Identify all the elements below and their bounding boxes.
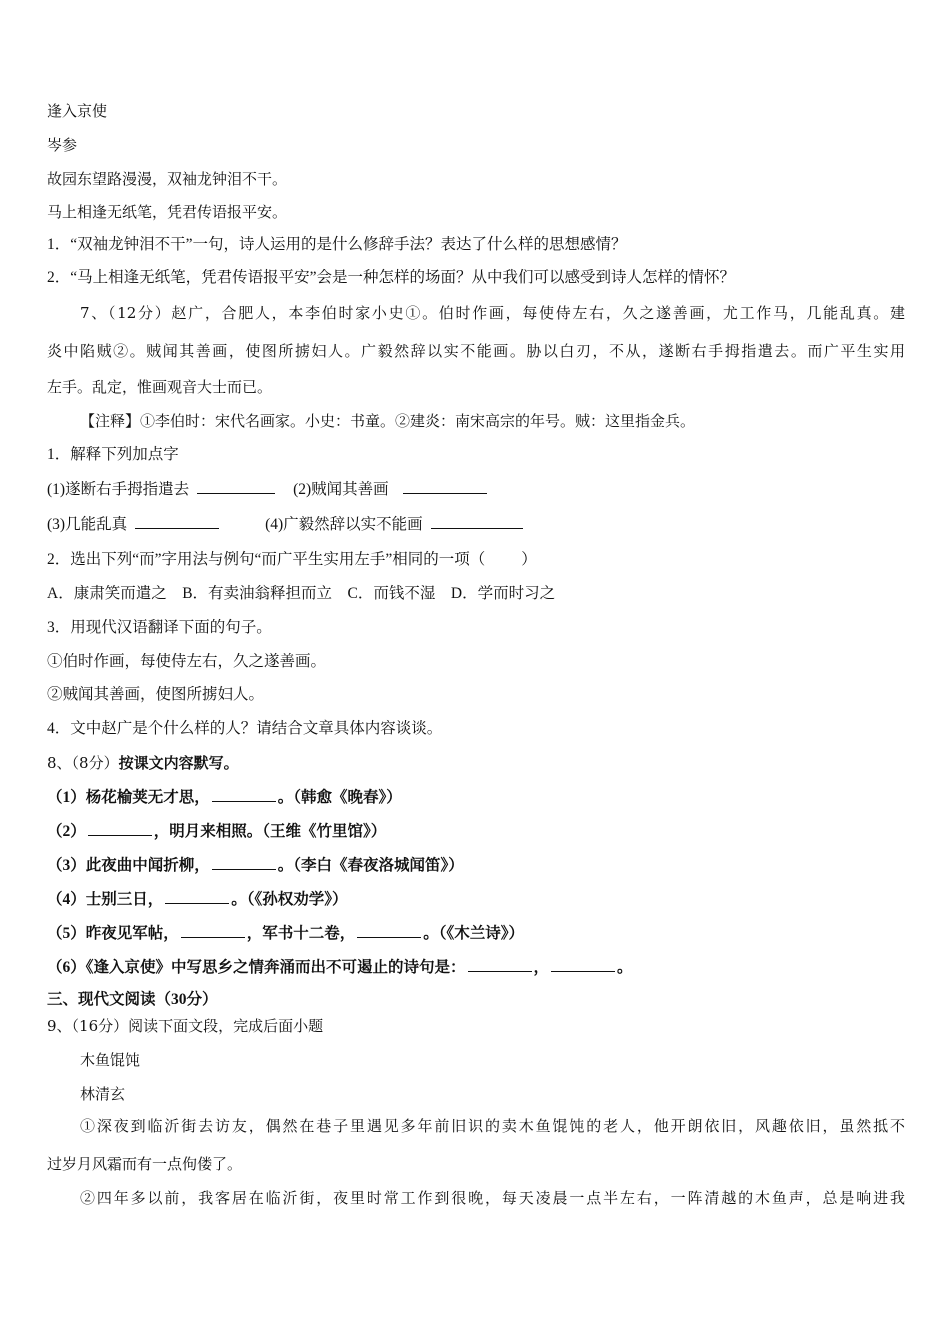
article-author: 林清玄 xyxy=(80,1085,126,1103)
article-p1-line-2: 过岁月风霜而有一点佝偻了。 xyxy=(47,1155,243,1173)
q8-line-6 xyxy=(47,957,633,978)
q8-l2-end: ，明月来相照。（王维《竹里馆》） xyxy=(153,823,387,840)
q7-sub4: 4．文中赵广是个什么样的人？请结合文章具体内容谈谈。 xyxy=(47,720,443,737)
answer-blank[interactable] xyxy=(165,889,229,904)
answer-blank[interactable] xyxy=(88,821,152,836)
answer-blank[interactable] xyxy=(135,514,219,529)
q8-l6-end: 。 xyxy=(617,959,633,976)
q8-number: 8、（8分） xyxy=(47,754,119,772)
q7-passage-line-3: 左手。乱定，惟画观音大士而已。 xyxy=(47,378,273,396)
q8-l1-start: （1）杨花榆荚无才思， xyxy=(47,789,210,806)
answer-blank[interactable] xyxy=(431,514,523,529)
answer-blank[interactable] xyxy=(403,479,487,494)
q8-l2-start: （2） xyxy=(47,823,86,840)
q8-heading xyxy=(47,753,239,773)
q8-l3-start: （3）此夜曲中闻折柳， xyxy=(47,857,210,874)
answer-blank[interactable] xyxy=(212,787,276,802)
q7-item-4: (4)广毅然辞以实不能画 xyxy=(265,516,423,533)
q7-item-2: (2)贼闻其善画 xyxy=(293,481,389,498)
q7-note: 【注释】①李伯时：宋代名画家。小史：书童。②建炎：南宋高宗的年号。贼：这里指金兵。 xyxy=(80,412,696,430)
poem-title: 逢入京使 xyxy=(47,102,108,120)
q8-l4-end: 。（《孙权劝学》） xyxy=(231,891,348,908)
q8-line-1 xyxy=(47,787,402,808)
q7-passage-line-2: 炎中陷贼②。贼闻其善画，使图所掳妇人。广毅然辞以实不能画。胁以白刃，不从，遂断右手拇指遣去。而广平生实用 xyxy=(47,342,905,360)
q8-l1-end: 。（韩愈《晚春》） xyxy=(277,789,402,806)
q7-passage-line-1: 7、（12分）赵广，合肥人，本李伯时家小史①。伯时作画，每使侍左右，久之遂善画，尤工作马，几能乱真。建 xyxy=(80,304,905,322)
q8-l5-mid: ，军书十二卷， xyxy=(246,925,356,942)
q8-l6-mid: ， xyxy=(533,959,550,976)
q8-line-4 xyxy=(47,889,348,910)
answer-blank[interactable] xyxy=(357,923,421,938)
article-p2-line-1: ②四年多以前，我客居在临沂街，夜里时常工作到很晚，每天凌晨一点半左右，一阵清越的木鱼声，总是响进我 xyxy=(80,1189,905,1207)
q7-sub2 xyxy=(47,550,537,570)
answer-blank[interactable] xyxy=(468,957,532,972)
article-p1-line-1: ①深夜到临沂街去访友，偶然在巷子里遇见多年前旧识的卖木鱼馄饨的老人，他开朗依旧，风趣依旧，虽然抵不 xyxy=(80,1117,905,1135)
q8-line-3 xyxy=(47,855,464,876)
section-3-heading: 三、现代文阅读（30分） xyxy=(47,991,218,1008)
q7-sentence-1: ①伯时作画，每使侍左右，久之遂善画。 xyxy=(47,653,327,670)
q8-l3-end: 。（李白《春夜洛城闻笛》） xyxy=(277,857,464,874)
answer-blank[interactable] xyxy=(197,479,275,494)
q8-l5-end: 。（《木兰诗》） xyxy=(423,925,525,942)
q7-sub3: 3．用现代汉语翻译下面的句子。 xyxy=(47,619,272,636)
q7-sentence-2: ②贼闻其善画，使图所掳妇人。 xyxy=(47,686,265,703)
q8-l6-start: （6）《逢入京使》中写思乡之情奔涌而出不可遏止的诗句是： xyxy=(47,959,466,976)
poem-question-2: 2．“马上相逢无纸笔，凭君传语报平安”会是一种怎样的场面？从中我们可以感受到诗人怎样的情怀？ xyxy=(47,269,736,286)
q7-sub2-text: 2．选出下列“而”字用法与例句“而广平生实用左手”相同的一项（ xyxy=(47,551,486,568)
q7-item-3: (3)几能乱真 xyxy=(47,516,128,533)
q8-line-5 xyxy=(47,923,524,944)
q7-items-row-2 xyxy=(47,514,527,535)
poem-author: 岑参 xyxy=(47,136,78,154)
article-title: 木鱼馄饨 xyxy=(80,1051,141,1069)
q7-sub2-paren: ） xyxy=(521,551,537,568)
answer-blank[interactable] xyxy=(181,923,245,938)
poem-line-1: 故园东望路漫漫，双袖龙钟泪不干。 xyxy=(47,170,288,188)
q8-line-2 xyxy=(47,821,386,842)
poem-line-2: 马上相逢无纸笔，凭君传语报平安。 xyxy=(47,203,288,221)
answer-blank[interactable] xyxy=(551,957,615,972)
answer-blank[interactable] xyxy=(212,855,276,870)
q8-l4-start: （4）士别三日， xyxy=(47,891,164,908)
q8-instruction: 按课文内容默写。 xyxy=(118,754,239,772)
q7-options: A．康肃笑而遣之 B．有卖油翁释担而立 C．而钱不湿 D．学而时习之 xyxy=(47,585,556,602)
q7-sub1: 1．解释下列加点字 xyxy=(47,446,179,463)
q7-item-1: (1)遂断右手拇指遣去 xyxy=(47,481,190,498)
q8-l5-start: （5）昨夜见军帖， xyxy=(47,925,179,942)
q7-items-row-1 xyxy=(47,479,491,500)
poem-question-1: 1．“双袖龙钟泪不干”一句，诗人运用的是什么修辞手法？表达了什么样的思想感情？ xyxy=(47,236,627,253)
q9-instruction: 9、（16分）阅读下面文段，完成后面小题 xyxy=(47,1017,324,1035)
